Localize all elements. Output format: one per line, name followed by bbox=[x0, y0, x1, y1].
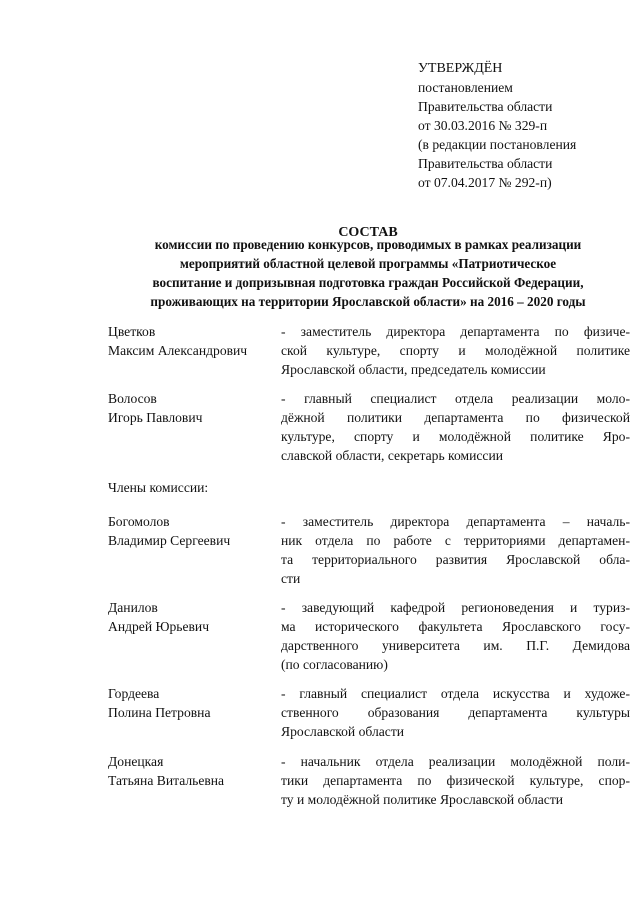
person-role bbox=[281, 512, 630, 588]
approval-stamp bbox=[418, 59, 628, 192]
surname: Богомолов bbox=[108, 514, 170, 529]
role-line: ской культуре, спорту и молодёжной политике bbox=[281, 343, 630, 358]
approval-line: от 30.03.2016 № 329-п bbox=[418, 118, 548, 133]
person-role bbox=[281, 752, 630, 809]
role-line: та территориального развития Ярославской обла- bbox=[281, 552, 630, 567]
heading-line: мероприятий областной целевой программы «Патриотическое bbox=[179, 256, 557, 271]
person-name bbox=[108, 684, 280, 722]
role-line: - заместитель директора департамента по физиче- bbox=[281, 324, 630, 339]
surname: Данилов bbox=[108, 600, 158, 615]
surname: Цветков bbox=[108, 324, 156, 339]
members-label: Члены комиссии: bbox=[108, 480, 209, 495]
role-line: ник отдела по работе с территориями департамен- bbox=[281, 533, 630, 548]
document-heading bbox=[108, 235, 628, 311]
given-names: Татьяна Витальевна bbox=[108, 773, 225, 788]
approval-line: Правительства области bbox=[418, 99, 553, 114]
given-names: Максим Александрович bbox=[108, 343, 248, 358]
approval-line: Правительства области bbox=[418, 156, 553, 171]
person-role bbox=[281, 322, 630, 379]
role-line: - заведующий кафедрой регионоведения и туриз- bbox=[281, 600, 630, 615]
role-line: - начальник отдела реализации молодёжной поли- bbox=[281, 754, 630, 769]
heading-line: комиссии по проведению конкурсов, проводимых в рамках реализации bbox=[154, 237, 582, 252]
approval-line: постановлением bbox=[418, 80, 513, 95]
given-names: Игорь Павлович bbox=[108, 410, 203, 425]
approval-line: (в редакции постановления bbox=[418, 137, 577, 152]
role-line: Ярославской области, председатель комиссии bbox=[281, 362, 546, 377]
role-line: - главный специалист отдела реализации моло- bbox=[281, 391, 630, 406]
role-line: ма исторического факультета Ярославского госу- bbox=[281, 619, 630, 634]
person-name bbox=[108, 322, 280, 360]
given-names: Полина Петровна bbox=[108, 705, 211, 720]
document-title: СОСТАВ bbox=[338, 225, 398, 240]
person-name bbox=[108, 598, 280, 636]
role-line: дёжной политики департамента по физической bbox=[281, 410, 630, 425]
approval-title: УТВЕРЖДЁН bbox=[418, 61, 503, 76]
approval-line: от 07.04.2017 № 292-п) bbox=[418, 175, 552, 190]
person-role bbox=[281, 389, 630, 465]
person-name bbox=[108, 512, 280, 550]
person-name bbox=[108, 389, 280, 427]
role-line: славской области, секретарь комиссии bbox=[281, 448, 503, 463]
given-names: Владимир Сергеевич bbox=[108, 533, 231, 548]
person-role bbox=[281, 684, 630, 741]
role-line: - заместитель директора департамента – началь- bbox=[281, 514, 630, 529]
person-role bbox=[281, 598, 630, 674]
role-line: ственного образования департамента культуры bbox=[281, 705, 630, 720]
role-line: дарственного университета им. П.Г. Демидова bbox=[281, 638, 630, 653]
role-line: культуре, спорту и молодёжной политике Яро- bbox=[281, 429, 630, 444]
heading-line: воспитание и допризывная подготовка граждан Российской Федерации, bbox=[152, 275, 584, 290]
role-line: сти bbox=[281, 571, 301, 586]
surname: Гордеева bbox=[108, 686, 160, 701]
person-name bbox=[108, 752, 280, 790]
surname: Волосов bbox=[108, 391, 157, 406]
role-line: тики департамента по физической культуре, спор- bbox=[281, 773, 630, 788]
role-line: - главный специалист отдела искусства и художе- bbox=[281, 686, 630, 701]
given-names: Андрей Юрьевич bbox=[108, 619, 210, 634]
surname: Донецкая bbox=[108, 754, 164, 769]
role-line: Ярославской области bbox=[281, 724, 405, 739]
heading-line: проживающих на территории Ярославской области» на 2016 – 2020 годы bbox=[150, 294, 586, 309]
role-line: ту и молодёжной политике Ярославской области bbox=[281, 792, 564, 807]
role-line: (по согласованию) bbox=[281, 657, 388, 672]
